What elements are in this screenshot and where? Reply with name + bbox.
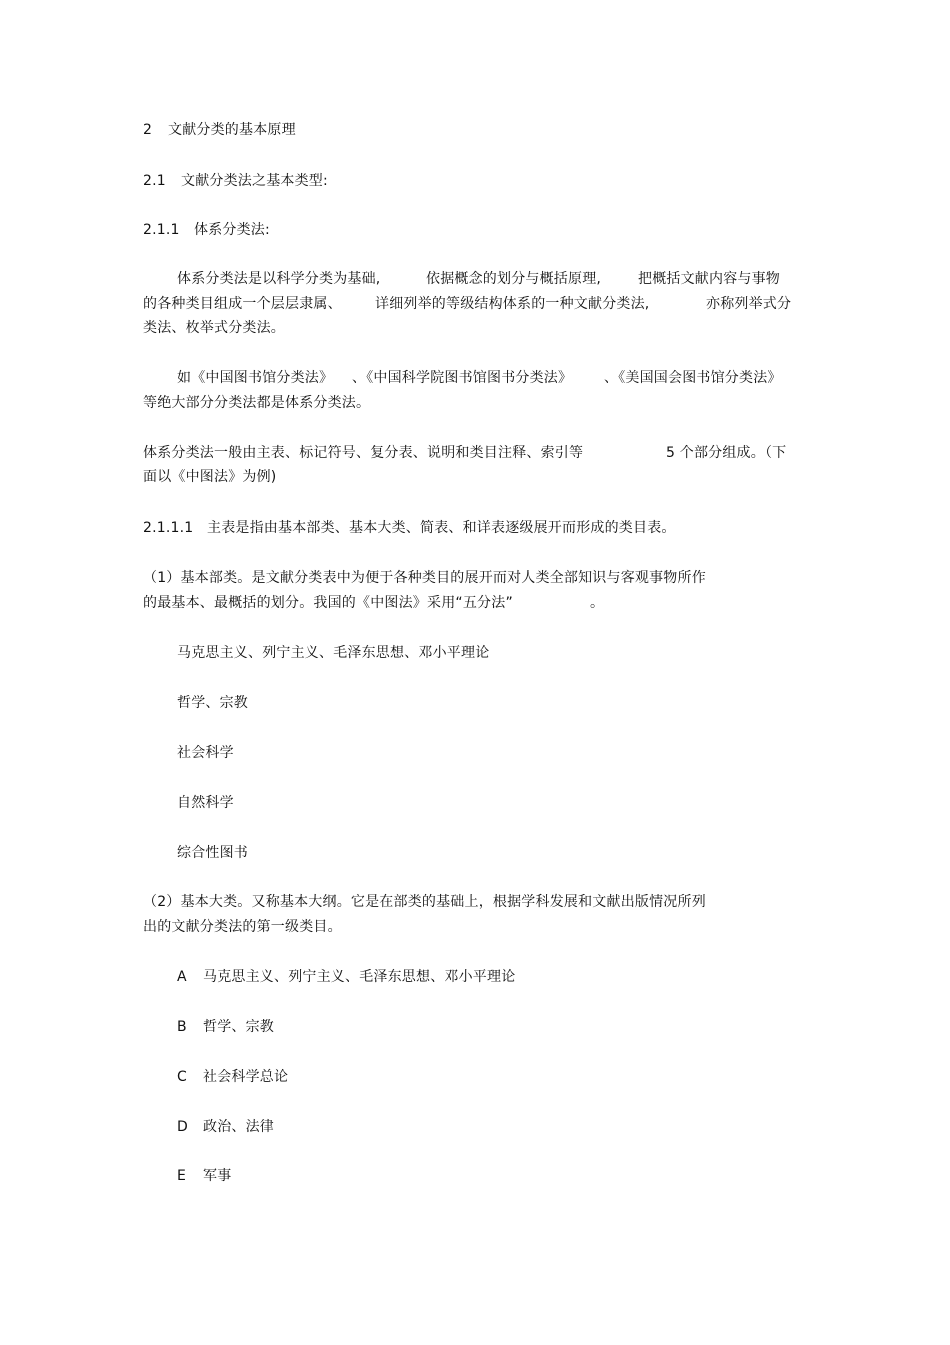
text-segment: （2）基本大类。又称基本大纲。它是在部类的基础上，根据学科发展和文献出版情况所列 bbox=[143, 894, 706, 910]
heading-number: 2 bbox=[143, 122, 153, 138]
heading-number: 2.1 bbox=[143, 173, 166, 189]
class-code: D bbox=[177, 1119, 188, 1135]
text-segment: 、《美国国会图书馆分类法》 bbox=[604, 370, 782, 386]
heading-number: 2.1.1 bbox=[143, 222, 180, 238]
text-segment: 体系分类法是以科学分类为基础, bbox=[177, 271, 381, 287]
heading-title: 主表是指由基本部类、基本大类、简表、和详表逐级展开而形成的类目表。 bbox=[207, 520, 676, 536]
class-label: 政治、法律 bbox=[203, 1119, 274, 1135]
text-segment: 如《中国图书馆分类法》 bbox=[177, 370, 334, 386]
text-segment: 体系分类法一般由主表、标记符号、复分表、说明和类目注释、索引等 bbox=[143, 445, 584, 461]
class-code: B bbox=[177, 1019, 187, 1035]
text-segment: 。 bbox=[590, 595, 605, 611]
text-segment: 等绝大部分分类法都是体系分类法。 bbox=[143, 395, 371, 411]
text-segment: 的各种类目组成一个层层隶属、 bbox=[143, 296, 342, 312]
class-code: C bbox=[177, 1069, 187, 1085]
heading-title: 文献分类法之基本类型: bbox=[181, 173, 328, 189]
text-segment: （1）基本部类。是文献分类表中为便于各种类目的展开而对人类全部知识与客观事物所作 bbox=[143, 570, 706, 586]
heading-title: 体系分类法: bbox=[194, 222, 270, 238]
list-item-label: 哲学、宗教 bbox=[177, 695, 248, 711]
text-segment: 把概括文献内容与事物 bbox=[638, 271, 780, 287]
class-code: E bbox=[177, 1168, 187, 1184]
text-segment: 详细列举的等级结构体系的一种文献分类法, bbox=[375, 296, 650, 312]
list-item-label: 马克思主义、列宁主义、毛泽东思想、邓小平理论 bbox=[177, 645, 490, 661]
class-label: 军事 bbox=[203, 1168, 232, 1184]
text-segment: 依据概念的划分与概括原理, bbox=[426, 271, 602, 287]
class-label: 马克思主义、列宁主义、毛泽东思想、邓小平理论 bbox=[203, 969, 516, 985]
text-segment: 5 个部分组成。（下 bbox=[666, 445, 787, 461]
text-segment: 面以《中图法》为例) bbox=[143, 469, 277, 485]
class-label: 社会科学总论 bbox=[203, 1069, 289, 1085]
text-segment: 亦称列举式分 bbox=[706, 296, 792, 312]
text-segment: 类法、枚举式分类法。 bbox=[143, 320, 285, 336]
class-code: A bbox=[177, 969, 187, 985]
text-segment: 出的文献分类法的第一级类目。 bbox=[143, 919, 342, 935]
text-segment: 、《中国科学院图书馆图书分类法》 bbox=[352, 370, 573, 386]
text-segment: 的最基本、最概括的划分。我国的《中图法》采用“五分法” bbox=[143, 595, 513, 611]
heading-title: 文献分类的基本原理 bbox=[168, 122, 296, 138]
list-item-label: 社会科学 bbox=[177, 745, 234, 761]
list-item-label: 自然科学 bbox=[177, 795, 234, 811]
class-label: 哲学、宗教 bbox=[203, 1019, 274, 1035]
heading-number: 2.1.1.1 bbox=[143, 520, 194, 536]
list-item-label: 综合性图书 bbox=[177, 845, 248, 861]
